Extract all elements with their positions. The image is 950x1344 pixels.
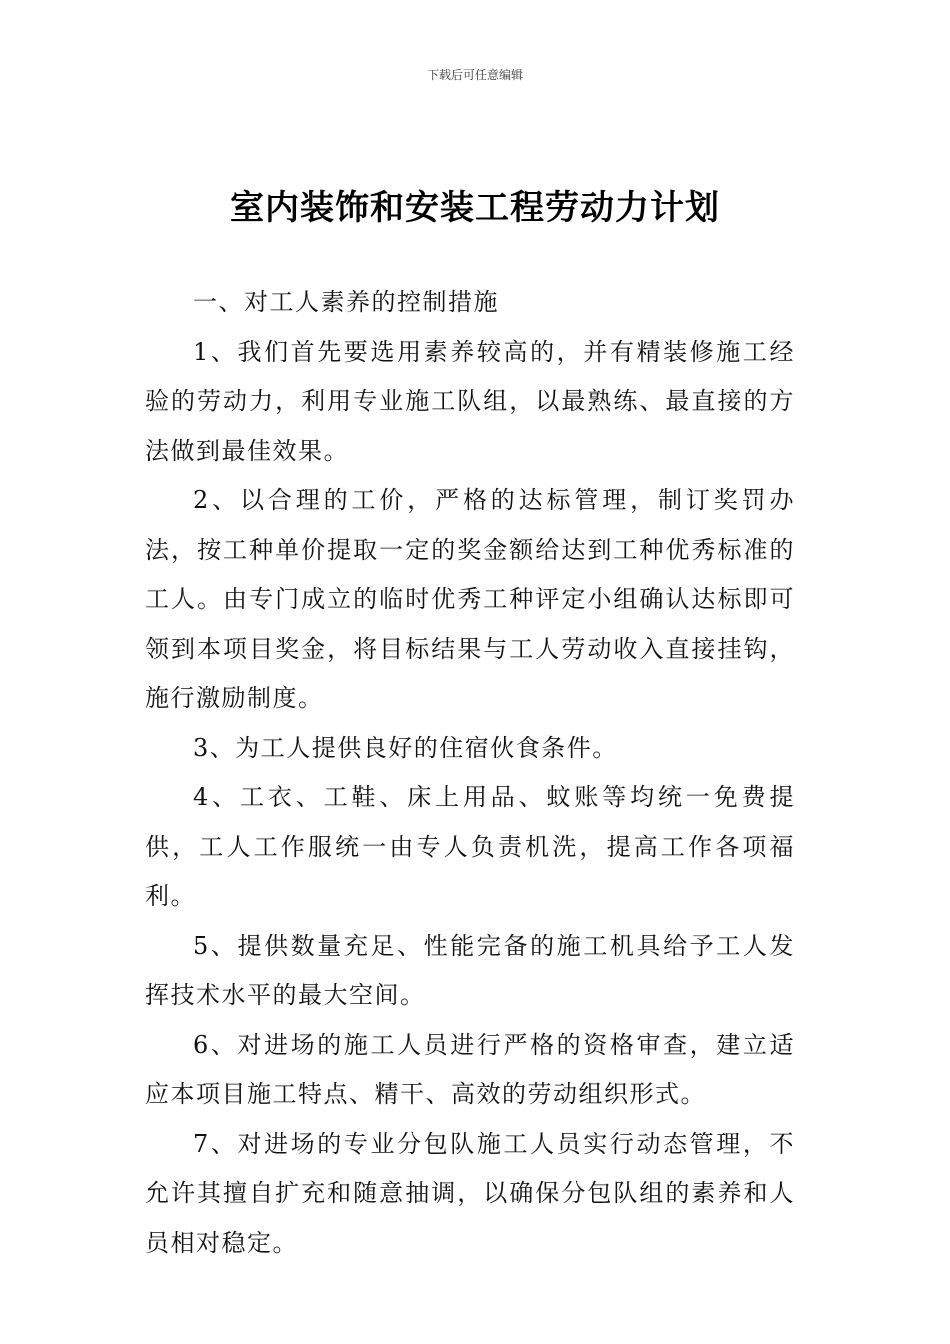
- paragraph-item-3: 3、为工人提供良好的住宿伙食条件。: [193, 733, 618, 762]
- paragraph-item-1: 1、我们首先要选用素养较高的，并有精装修施工经验的劳动力，利用专业施工队组，以最熟练、最直接的方法做到最佳效果。: [145, 337, 795, 465]
- document-body: [145, 278, 795, 1268]
- paragraph-item-6: 6、对进场的施工人员进行严格的资格审查，建立适应本项目施工特点、精干、高效的劳动组织形式。: [145, 1030, 795, 1108]
- paragraph-item-7: 7、对进场的专业分包队施工人员实行动态管理，不允许其擅自扩充和随意抽调，以确保分包队组的素养和人员相对稳定。: [145, 1129, 795, 1257]
- paragraph-item-2: 2、以合理的工价，严格的达标管理，制订奖罚办法，按工种单价提取一定的奖金额给达到工种优秀标准的工人。由专门成立的临时优秀工种评定小组确认达标即可领到本项目奖金，将目标结果与工人劳动收入直接挂钩，施行激励制度。: [145, 486, 795, 712]
- document-title: 室内装饰和安装工程劳动力计划: [230, 188, 720, 228]
- paragraph-item-4: 4、工衣、工鞋、床上用品、蚊账等均统一免费提供，工人工作服统一由专人负责机洗，提高工作各项福利。: [145, 783, 795, 910]
- section-heading: 一、对工人素养的控制措施: [193, 288, 499, 316]
- paragraph-item-5: 5、提供数量充足、性能完备的施工机具给予工人发挥技术水平的最大空间。: [145, 931, 795, 1009]
- header-note: 下载后可任意编辑: [426, 68, 523, 82]
